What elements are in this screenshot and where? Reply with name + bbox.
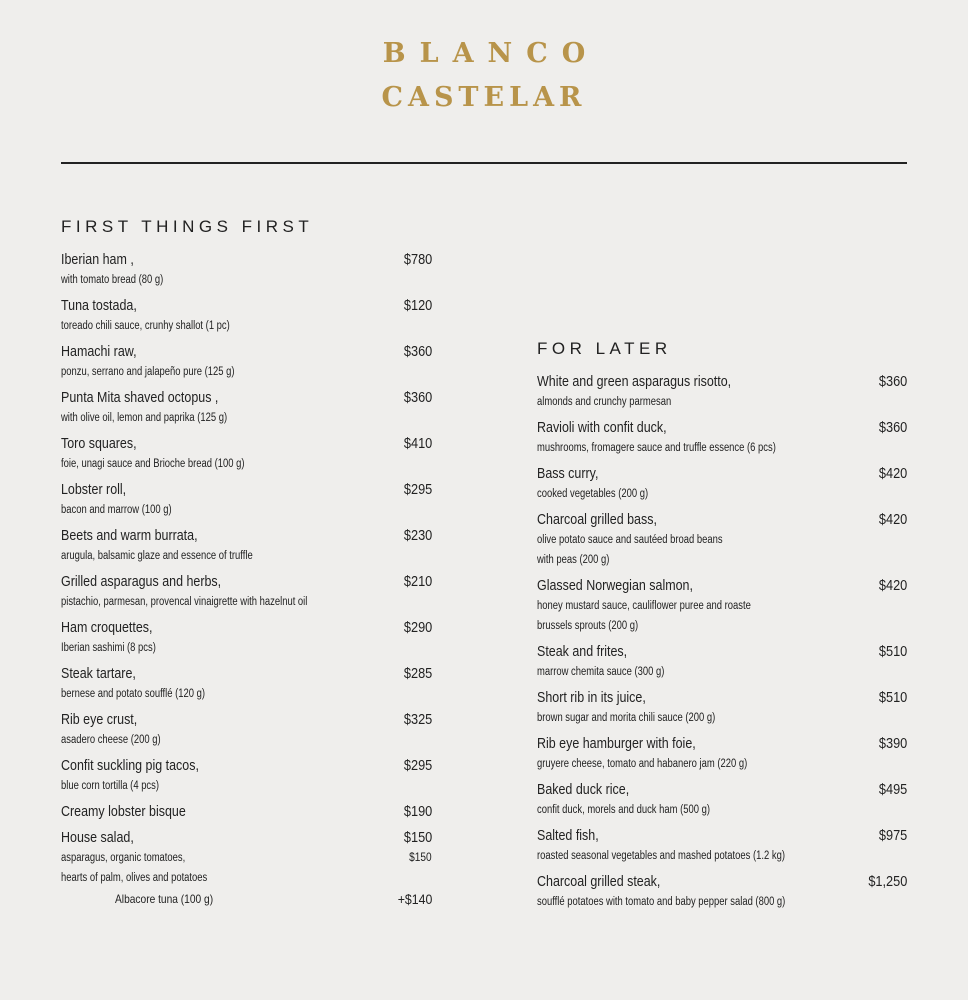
menu-item-price: $510 — [878, 644, 907, 660]
for-later-section — [537, 338, 907, 918]
menu-item — [537, 576, 907, 636]
first-things-first-section — [61, 216, 432, 910]
menu-item-name: Grilled asparagus and herbs, — [61, 574, 222, 590]
menu-item — [61, 480, 432, 520]
menu-item — [61, 664, 432, 704]
menu-item-description: honey mustard sauce, cauliflower puree and roaste — [537, 600, 751, 612]
menu-item-price: $290 — [403, 620, 432, 636]
menu-item — [537, 826, 907, 866]
menu-item-price: $285 — [403, 666, 432, 682]
menu-item-description: with tomato bread (80 g) — [61, 274, 164, 286]
brand-logo-line1: BLANCO — [382, 38, 600, 69]
menu-item-price: $360 — [403, 390, 432, 406]
menu-item-name: Beets and warm burrata, — [61, 528, 198, 544]
menu-item — [537, 510, 907, 570]
menu-item-price: $390 — [878, 736, 907, 752]
menu-item-price: $1,250 — [867, 874, 907, 890]
menu-item-description: asadero cheese (200 g) — [61, 734, 161, 746]
menu-item-name: Tuna tostada, — [61, 298, 137, 314]
menu-item — [537, 418, 907, 458]
menu-item-description: foie, unagi sauce and Brioche bread (100 g) — [61, 458, 245, 470]
menu-item-description: ponzu, serrano and jalapeño pure (125 g) — [61, 366, 235, 378]
menu-item-price: $410 — [403, 436, 432, 452]
menu-item-name: Bass curry, — [537, 466, 599, 482]
menu-item-house-salad — [61, 828, 432, 910]
menu-item-description: hearts of palm, olives and potatoes — [61, 872, 208, 884]
menu-item-description: brussels sprouts (200 g) — [537, 620, 639, 632]
menu-item-description: toreado chili sauce, crunhy shallot (1 pc) — [61, 320, 230, 332]
menu-item-subprice: $150 — [409, 852, 432, 864]
menu-item-price: $295 — [403, 482, 432, 498]
menu-item-price: $510 — [878, 690, 907, 706]
menu-item-price: $210 — [403, 574, 432, 590]
menu-item-name: Salted fish, — [537, 828, 599, 844]
menu-list — [537, 372, 907, 912]
menu-item-description: arugula, balsamic glaze and essence of truffle — [61, 550, 253, 562]
menu-item-price: $190 — [403, 804, 432, 820]
menu-item — [61, 526, 432, 566]
menu-list — [61, 250, 432, 822]
menu-item-price: $975 — [878, 828, 907, 844]
menu-item-description: brown sugar and morita chili sauce (200 g) — [537, 712, 716, 724]
menu-item-price: $230 — [403, 528, 432, 544]
menu-item-description: mushrooms, fromagere sauce and truffle essence (6 pcs) — [537, 442, 776, 454]
menu-item-description: bernese and potato soufflé (120 g) — [61, 688, 206, 700]
menu-item-price: $495 — [878, 782, 907, 798]
menu-item-name: Steak tartare, — [61, 666, 136, 682]
menu-item-name: Rib eye hamburger with foie, — [537, 736, 696, 752]
menu-item-description: bacon and marrow (100 g) — [61, 504, 172, 516]
menu-item — [537, 780, 907, 820]
menu-item-price: $420 — [878, 578, 907, 594]
menu-item-price: $420 — [878, 512, 907, 528]
menu-item-price: $420 — [878, 466, 907, 482]
menu-item-name: Glassed Norwegian salmon, — [537, 578, 693, 594]
addon-label: Albacore tuna (100 g) — [115, 892, 214, 906]
menu-item-price: $325 — [403, 712, 432, 728]
menu-item-name: House salad, — [61, 830, 134, 846]
addon-price: +$140 — [397, 891, 432, 907]
menu-item — [537, 642, 907, 682]
menu-item-name: Lobster roll, — [61, 482, 127, 498]
menu-item-price: $295 — [403, 758, 432, 774]
menu-item — [61, 296, 432, 336]
menu-item-name: Toro squares, — [61, 436, 137, 452]
menu-item-name: Confit suckling pig tacos, — [61, 758, 199, 774]
menu-item-price: $360 — [878, 420, 907, 436]
menu-item-description: soufflé potatoes with tomato and baby pepper salad (800 g) — [537, 896, 786, 908]
menu-item — [61, 434, 432, 474]
menu-item — [537, 372, 907, 412]
menu-item-description: roasted seasonal vegetables and mashed potatoes (1.2 kg) — [537, 850, 785, 862]
menu-item-price: $360 — [878, 374, 907, 390]
menu-item-description: with peas (200 g) — [537, 554, 610, 566]
menu-item-addon — [61, 888, 432, 910]
menu-item-description: pistachio, parmesan, provencal vinaigrette with hazelnut oil — [61, 596, 308, 608]
menu-item-name: Iberian ham , — [61, 252, 134, 268]
menu-item — [61, 618, 432, 658]
menu-item — [61, 250, 432, 290]
menu-item-name: Charcoal grilled bass, — [537, 512, 657, 528]
menu-item-price: $150 — [403, 830, 432, 846]
menu-item — [61, 572, 432, 612]
menu-item-price: $360 — [403, 344, 432, 360]
menu-item-description: cooked vegetables (200 g) — [537, 488, 649, 500]
menu-item-description: blue corn tortilla (4 pcs) — [61, 780, 160, 792]
menu-item-description: olive potato sauce and sautéed broad beans — [537, 534, 723, 546]
menu-item — [61, 756, 432, 796]
menu-item — [61, 710, 432, 750]
menu-item-name: Charcoal grilled steak, — [537, 874, 661, 890]
menu-item-name: Ham croquettes, — [61, 620, 153, 636]
brand-logo-line2: CASTELAR — [381, 82, 587, 113]
menu-item — [537, 464, 907, 504]
section-title: FIRST THINGS FIRST — [61, 217, 314, 236]
menu-item — [537, 872, 907, 912]
section-title: FOR LATER — [537, 339, 672, 358]
menu-item — [537, 734, 907, 774]
menu-item-name: White and green asparagus risotto, — [537, 374, 732, 390]
menu-item-name: Steak and frites, — [537, 644, 628, 660]
menu-item — [61, 802, 432, 822]
menu-item-description: almonds and crunchy parmesan — [537, 396, 672, 408]
menu-item-description: with olive oil, lemon and paprika (125 g) — [61, 412, 228, 424]
menu-item-name: Short rib in its juice, — [537, 690, 646, 706]
menu-item-description: gruyere cheese, tomato and habanero jam (220 g) — [537, 758, 748, 770]
menu-item-name: Rib eye crust, — [61, 712, 138, 728]
menu-item-description: Iberian sashimi (8 pcs) — [61, 642, 156, 654]
menu-item-description: marrow chemita sauce (300 g) — [537, 666, 665, 678]
menu-item — [61, 342, 432, 382]
header-divider — [61, 162, 907, 164]
menu-item — [61, 388, 432, 428]
menu-item-name: Punta Mita shaved octopus , — [61, 390, 219, 406]
menu-item-name: Ravioli with confit duck, — [537, 420, 667, 436]
menu-item-price: $780 — [403, 252, 432, 268]
menu-item-name: Creamy lobster bisque — [61, 804, 186, 820]
menu-item — [537, 688, 907, 728]
menu-item-description: confit duck, morels and duck ham (500 g) — [537, 804, 710, 816]
menu-item-price: $120 — [403, 298, 432, 314]
menu-item-name: Baked duck rice, — [537, 782, 630, 798]
menu-item-name: Hamachi raw, — [61, 344, 137, 360]
menu-item-description: asparagus, organic tomatoes, — [61, 852, 186, 864]
